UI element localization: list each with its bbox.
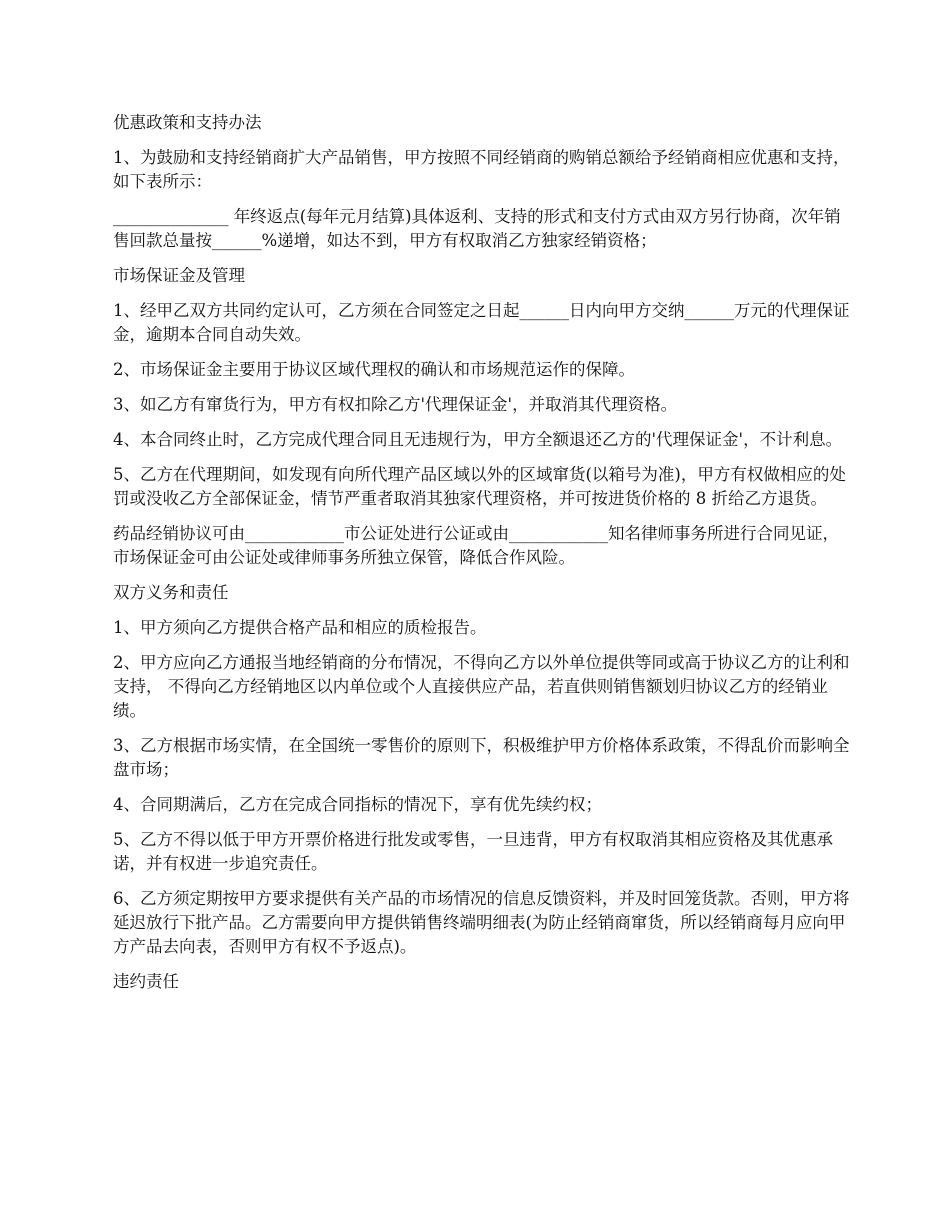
paragraph-cross-selling-penalty: 3、如乙方有窜货行为，甲方有权扣除乙方'代理保证金'，并取消其代理资格。 xyxy=(113,395,678,414)
paragraph-obligation-2: 2、甲方应向乙方通报当地经销商的分布情况，不得向乙方以外单位提供等同或高于协议乙方的让利和支持， 不得向乙方经销地区以内单位或个人直接供应产品，若直供则销售额划归协议乙方的经销业绩。 xyxy=(113,653,850,720)
paragraph-notarization: 药品经销协议可由____________市公证处进行公证或由____________知名律师事务所进行合同见证，市场保证金可由公证处或律师事务所独立保管，降低合作风险。 xyxy=(113,524,839,567)
paragraph-rebate-support: 1、为鼓励和支持经销商扩大产品销售，甲方按照不同经销商的购销总额给予经销商相应优惠和支持，如下表所示： xyxy=(113,148,850,191)
section-heading-market-deposit: 市场保证金及管理 xyxy=(113,266,245,285)
paragraph-obligation-5: 5、乙方不得以低于甲方开票价格进行批发或零售，一旦违背，甲方有权取消其相应资格及其优惠承诺，并有权进一步追究责任。 xyxy=(113,830,833,873)
paragraph-obligation-1: 1、甲方须向乙方提供合格产品和相应的质检报告。 xyxy=(113,618,487,637)
section-heading-obligations: 双方义务和责任 xyxy=(113,583,229,602)
paragraph-deposit-refund: 4、本合同终止时，乙方完成代理合同且无违规行为，甲方全额退还乙方的'代理保证金'，不计利息。 xyxy=(113,430,843,449)
paragraph-year-end-rebate: ______________ 年终返点(每年元月结算)具体返利、支持的形式和支付方式由双方另行协商，次年销售回款总量按______%递增，如达不到，甲方有权取消乙方独家经销资格； xyxy=(113,207,841,250)
paragraph-obligation-3: 3、乙方根据市场实情，在全国统一零售价的原则下，积极维护甲方价格体系政策，不得乱价而影响全盘市场； xyxy=(113,736,850,779)
paragraph-obligation-6: 6、乙方须定期按甲方要求提供有关产品的市场情况的信息反馈资料，并及时回笼货款。否则，甲方将延迟放行下批产品。乙方需要向甲方提供销售终端明细表(为防止经销商窜货，所以经销商每月应向甲方产品去向表，否则甲方有权不予返点)。 xyxy=(113,889,850,956)
paragraph-cross-region-penalty: 5、乙方在代理期间，如发现有向所代理产品区域以外的区域窜货(以箱号为准)，甲方有权做相应的处罚或没收乙方全部保证金，情节严重者取消其独家代理资格，并可按进货价格的 8 折给乙方退货。 xyxy=(113,465,846,508)
paragraph-deposit-purpose: 2、市场保证金主要用于协议区域代理权的确认和市场规范运作的保障。 xyxy=(113,360,635,379)
section-heading-preferential-policy: 优惠政策和支持办法 xyxy=(113,113,262,132)
paragraph-deposit-payment: 1、经甲乙双方共同约定认可，乙方须在合同签定之日起______日内向甲方交纳______万元的代理保证金，逾期本合同自动失效。 xyxy=(113,301,850,344)
paragraph-obligation-4: 4、合同期满后，乙方在完成合同指标的情况下，享有优先续约权； xyxy=(113,795,602,814)
section-heading-breach-liability: 违约责任 xyxy=(113,972,179,991)
